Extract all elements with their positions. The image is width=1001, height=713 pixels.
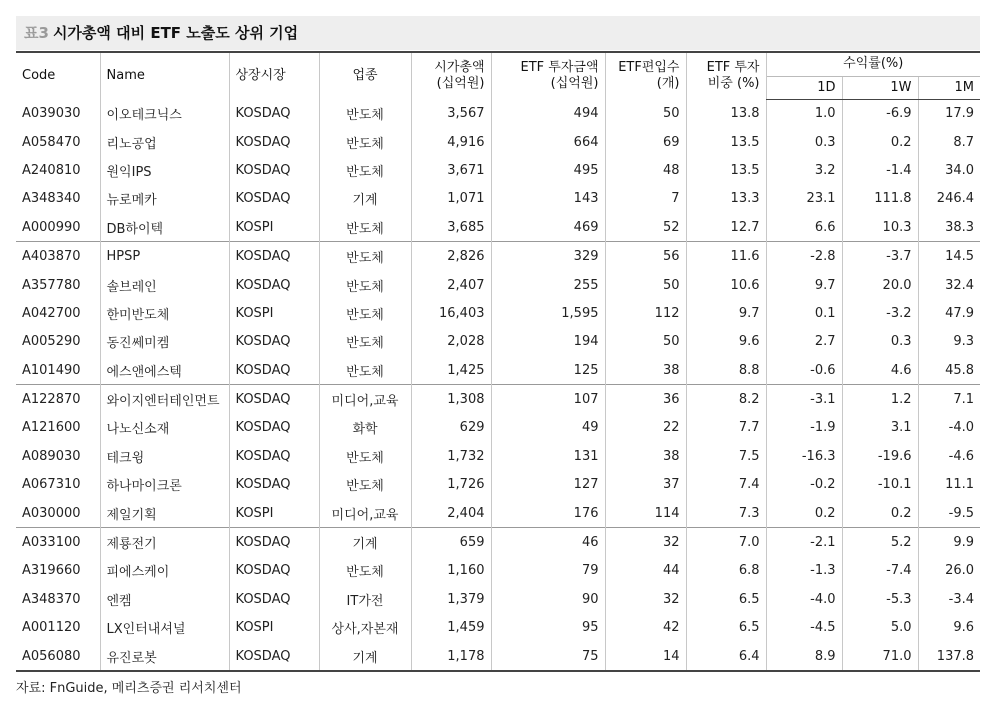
table-row (16, 213, 980, 242)
cell-etf-count: 42 (605, 614, 686, 642)
cell-return-1d: 9.7 (766, 271, 842, 299)
table-row (16, 328, 980, 356)
cell-name: 테크윙 (100, 442, 229, 470)
table-row (16, 271, 980, 299)
cell-market-cap: 1,160 (411, 557, 491, 585)
cell-code: A319660 (22, 563, 81, 579)
cell-return-1w: -1.4 (842, 156, 918, 184)
cell-name: 뉴로메카 (100, 185, 229, 213)
cell-etf-weight: 13.3 (686, 185, 766, 213)
cell-name: 제룡전기 (100, 528, 229, 557)
cell-sector: 반도체 (319, 328, 411, 356)
table-row (16, 156, 980, 184)
cell-return-1w: -6.9 (842, 99, 918, 128)
header-mktcap-line1: 시가총액 (434, 60, 485, 75)
cell-name: 유진로봇 (100, 642, 229, 671)
cell-etf-amount: 494 (491, 99, 605, 128)
cell-market: KOSDAQ (229, 642, 319, 671)
cell-etf-count: 56 (605, 242, 686, 271)
cell-etf-amount: 329 (491, 242, 605, 271)
cell-return-1d: -3.1 (766, 385, 842, 414)
cell-etf-weight: 12.7 (686, 213, 766, 242)
cell-return-1d: 0.1 (766, 299, 842, 327)
cell-name: 에스앤에스텍 (100, 356, 229, 385)
cell-market: KOSDAQ (229, 185, 319, 213)
table-row (16, 385, 980, 414)
cell-sector: 반도체 (319, 299, 411, 327)
cell-market: KOSDAQ (229, 442, 319, 470)
cell-etf-amount: 107 (491, 385, 605, 414)
cell-sector: 반도체 (319, 99, 411, 128)
cell-return-1d: -4.0 (766, 585, 842, 613)
header-etf-amount-line1: ETF 투자금액 (520, 60, 599, 75)
cell-etf-weight: 7.0 (686, 528, 766, 557)
cell-return-1m: -4.0 (918, 414, 980, 442)
cell-name: 하나마이크론 (100, 471, 229, 499)
cell-sector: 반도체 (319, 271, 411, 299)
cell-market: KOSDAQ (229, 356, 319, 385)
cell-return-1d: -2.8 (766, 242, 842, 271)
header-return-1w: 1W (842, 76, 918, 99)
table-row (16, 557, 980, 585)
cell-code: A056080 (16, 642, 100, 671)
cell-return-1d: -1.9 (766, 414, 842, 442)
header-sector: 업종 (319, 52, 411, 99)
cell-etf-amount: 255 (491, 271, 605, 299)
cell-etf-weight: 6.5 (686, 614, 766, 642)
cell-etf-count: 69 (605, 128, 686, 156)
cell-etf-count: 14 (605, 642, 686, 671)
cell-code: A001120 (22, 620, 81, 636)
cell-code: A348370 (22, 591, 81, 607)
table-row (16, 471, 980, 499)
cell-return-1d: 8.9 (766, 642, 842, 671)
cell-etf-count: 32 (605, 528, 686, 557)
cell-etf-weight: 9.7 (686, 299, 766, 327)
cell-sector: 반도체 (319, 242, 411, 271)
cell-etf-weight: 13.8 (686, 99, 766, 128)
table-row (16, 528, 980, 557)
cell-market-cap: 3,671 (411, 156, 491, 184)
cell-etf-weight: 6.5 (686, 585, 766, 613)
cell-market-cap: 1,178 (411, 642, 491, 671)
cell-sector: 기계 (319, 642, 411, 671)
cell-return-1d: -2.1 (766, 528, 842, 557)
table-body (16, 99, 980, 671)
cell-market-cap: 1,732 (411, 442, 491, 470)
cell-return-1d: 1.0 (766, 99, 842, 128)
cell-sector: 상사,자본재 (319, 614, 411, 642)
table-row (16, 614, 980, 642)
cell-return-1m: 9.3 (918, 328, 980, 356)
cell-return-1w: 10.3 (842, 213, 918, 242)
table-row (16, 414, 980, 442)
header-etf-count (605, 52, 686, 99)
cell-etf-amount: 95 (491, 614, 605, 642)
cell-name: 원익IPS (100, 156, 229, 184)
cell-code: A067310 (22, 477, 81, 493)
cell-etf-amount: 194 (491, 328, 605, 356)
cell-return-1m: 7.1 (918, 385, 980, 414)
cell-market: KOSPI (229, 213, 319, 242)
cell-market-cap: 629 (411, 414, 491, 442)
cell-etf-amount: 125 (491, 356, 605, 385)
cell-sector: 반도체 (319, 128, 411, 156)
cell-market: KOSDAQ (229, 385, 319, 414)
cell-sector: 반도체 (319, 442, 411, 470)
cell-name: LX인터내셔널 (100, 614, 229, 642)
cell-return-1m: 11.1 (918, 471, 980, 499)
table-row (16, 585, 980, 613)
etf-exposure-table (16, 51, 980, 672)
cell-etf-amount: 75 (491, 642, 605, 671)
cell-return-1w: -19.6 (842, 442, 918, 470)
table-row (16, 99, 980, 128)
header-etf-amount-line2: (십억원) (550, 76, 599, 91)
cell-name: 한미반도체 (100, 299, 229, 327)
cell-etf-amount: 49 (491, 414, 605, 442)
cell-sector: 반도체 (319, 471, 411, 499)
cell-return-1m: -9.5 (918, 499, 980, 528)
cell-etf-weight: 11.6 (686, 242, 766, 271)
cell-market: KOSPI (229, 614, 319, 642)
cell-return-1w: 0.2 (842, 499, 918, 528)
header-returns: 수익률(%) (766, 52, 980, 76)
cell-etf-count: 50 (605, 271, 686, 299)
cell-return-1m: 9.9 (918, 528, 980, 557)
cell-market: KOSDAQ (229, 156, 319, 184)
header-etf-weight-line1: ETF 투자 (706, 60, 760, 75)
header-etf-count-line1: ETF편입수 (618, 60, 680, 75)
cell-market: KOSPI (229, 299, 319, 327)
cell-etf-weight: 7.4 (686, 471, 766, 499)
cell-return-1w: 4.6 (842, 356, 918, 385)
table-row (16, 242, 980, 271)
cell-etf-count: 52 (605, 213, 686, 242)
cell-etf-amount: 127 (491, 471, 605, 499)
cell-return-1w: 111.8 (842, 185, 918, 213)
cell-etf-count: 114 (605, 499, 686, 528)
cell-market: KOSPI (229, 499, 319, 528)
cell-return-1d: -1.3 (766, 557, 842, 585)
cell-name: 솔브레인 (100, 271, 229, 299)
cell-sector: 반도체 (319, 557, 411, 585)
cell-sector: IT가전 (319, 585, 411, 613)
cell-etf-amount: 176 (491, 499, 605, 528)
cell-code: A348340 (22, 191, 81, 207)
header-etf-weight (686, 52, 766, 99)
cell-etf-amount: 143 (491, 185, 605, 213)
cell-name: 엔켐 (100, 585, 229, 613)
cell-return-1d: -4.5 (766, 614, 842, 642)
header-return-1m: 1M (918, 76, 980, 99)
cell-code: A101490 (22, 362, 81, 378)
cell-market-cap: 2,028 (411, 328, 491, 356)
cell-return-1m: -4.6 (918, 442, 980, 470)
cell-return-1m: 9.6 (918, 614, 980, 642)
cell-market: KOSDAQ (229, 557, 319, 585)
cell-etf-weight: 7.3 (686, 499, 766, 528)
cell-sector: 미디어,교육 (319, 385, 411, 414)
cell-name: 나노신소재 (100, 414, 229, 442)
cell-market: KOSDAQ (229, 528, 319, 557)
cell-market-cap: 3,567 (411, 99, 491, 128)
cell-etf-count: 48 (605, 156, 686, 184)
cell-return-1m: 8.7 (918, 128, 980, 156)
cell-return-1m: 32.4 (918, 271, 980, 299)
header-market: 상장시장 (229, 52, 319, 99)
cell-return-1w: 0.3 (842, 328, 918, 356)
table-title (24, 22, 298, 43)
header-etf-weight-line2: 비중 (%) (707, 76, 760, 91)
cell-etf-weight: 13.5 (686, 128, 766, 156)
cell-return-1w: 5.0 (842, 614, 918, 642)
cell-code: A121600 (22, 420, 81, 436)
cell-name: HPSP (100, 242, 229, 271)
cell-return-1m: 246.4 (918, 185, 980, 213)
cell-market-cap: 659 (411, 528, 491, 557)
cell-etf-count: 112 (605, 299, 686, 327)
cell-market: KOSDAQ (229, 128, 319, 156)
header-mktcap-line2: (십억원) (436, 76, 485, 91)
cell-return-1w: -3.2 (842, 299, 918, 327)
cell-name: 와이지엔터테인먼트 (100, 385, 229, 414)
cell-return-1d: 0.3 (766, 128, 842, 156)
cell-return-1d: -0.2 (766, 471, 842, 499)
cell-return-1m: 17.9 (918, 99, 980, 128)
cell-return-1w: 20.0 (842, 271, 918, 299)
table-title-text: 시가총액 대비 ETF 노출도 상위 기업 (52, 24, 299, 42)
cell-market-cap: 2,407 (411, 271, 491, 299)
cell-code: A058470 (22, 134, 81, 150)
cell-return-1w: -10.1 (842, 471, 918, 499)
cell-return-1w: 3.1 (842, 414, 918, 442)
cell-etf-amount: 495 (491, 156, 605, 184)
cell-market: KOSDAQ (229, 99, 319, 128)
cell-code: A000990 (22, 219, 81, 235)
cell-return-1m: 14.5 (918, 242, 980, 271)
cell-return-1d: 23.1 (766, 185, 842, 213)
cell-code: A357780 (22, 277, 81, 293)
cell-return-1w: 0.2 (842, 128, 918, 156)
cell-etf-amount: 469 (491, 213, 605, 242)
cell-name: 동진쎄미켐 (100, 328, 229, 356)
cell-name: 제일기획 (100, 499, 229, 528)
table-number: 표3 (24, 24, 49, 42)
cell-etf-weight: 10.6 (686, 271, 766, 299)
cell-etf-amount: 131 (491, 442, 605, 470)
cell-market-cap: 1,379 (411, 585, 491, 613)
cell-return-1w: -7.4 (842, 557, 918, 585)
cell-etf-count: 32 (605, 585, 686, 613)
cell-code: A122870 (16, 385, 100, 414)
cell-sector: 화학 (319, 414, 411, 442)
cell-etf-weight: 7.5 (686, 442, 766, 470)
cell-sector: 반도체 (319, 156, 411, 184)
cell-etf-weight: 6.8 (686, 557, 766, 585)
cell-etf-count: 38 (605, 442, 686, 470)
cell-etf-weight: 6.4 (686, 642, 766, 671)
header-name: Name (100, 52, 229, 99)
cell-etf-count: 37 (605, 471, 686, 499)
table-row (16, 185, 980, 213)
cell-return-1w: -5.3 (842, 585, 918, 613)
header-etf-count-line2: (개) (656, 76, 680, 91)
cell-market-cap: 1,071 (411, 185, 491, 213)
cell-market-cap: 16,403 (411, 299, 491, 327)
cell-etf-count: 50 (605, 328, 686, 356)
cell-return-1w: 1.2 (842, 385, 918, 414)
cell-market-cap: 1,459 (411, 614, 491, 642)
cell-name: 피에스케이 (100, 557, 229, 585)
cell-market-cap: 1,308 (411, 385, 491, 414)
source-note: 자료: FnGuide, 메리츠증권 리서치센터 (16, 681, 242, 696)
cell-etf-weight: 9.6 (686, 328, 766, 356)
header-mktcap (411, 52, 491, 99)
cell-sector: 반도체 (319, 213, 411, 242)
cell-name: 이오테크닉스 (100, 99, 229, 128)
cell-etf-amount: 90 (491, 585, 605, 613)
table-row (16, 442, 980, 470)
cell-return-1m: 45.8 (918, 356, 980, 385)
table-header (16, 52, 980, 99)
cell-return-1d: 0.2 (766, 499, 842, 528)
table-row (16, 299, 980, 327)
cell-market: KOSDAQ (229, 585, 319, 613)
cell-code: A030000 (22, 505, 81, 521)
cell-market: KOSDAQ (229, 328, 319, 356)
cell-name: DB하이텍 (100, 213, 229, 242)
cell-etf-amount: 664 (491, 128, 605, 156)
cell-return-1w: -3.7 (842, 242, 918, 271)
cell-etf-count: 7 (605, 185, 686, 213)
cell-market-cap: 2,826 (411, 242, 491, 271)
cell-market: KOSDAQ (229, 271, 319, 299)
cell-etf-amount: 1,595 (491, 299, 605, 327)
cell-sector: 반도체 (319, 356, 411, 385)
cell-code: A403870 (16, 242, 100, 271)
cell-etf-count: 22 (605, 414, 686, 442)
cell-etf-count: 44 (605, 557, 686, 585)
header-code: Code (22, 68, 56, 83)
cell-return-1d: 2.7 (766, 328, 842, 356)
cell-etf-count: 36 (605, 385, 686, 414)
cell-return-1m: 38.3 (918, 213, 980, 242)
cell-name: 리노공업 (100, 128, 229, 156)
cell-return-1d: 3.2 (766, 156, 842, 184)
cell-etf-count: 38 (605, 356, 686, 385)
cell-return-1m: 26.0 (918, 557, 980, 585)
cell-code: A039030 (22, 105, 81, 121)
cell-return-1d: 6.6 (766, 213, 842, 242)
cell-code: A240810 (22, 162, 81, 178)
cell-code: A005290 (22, 334, 81, 350)
cell-etf-weight: 7.7 (686, 414, 766, 442)
cell-market: KOSDAQ (229, 471, 319, 499)
cell-code: A089030 (22, 448, 81, 464)
cell-return-1m: 34.0 (918, 156, 980, 184)
cell-return-1m: 137.8 (918, 642, 980, 671)
cell-etf-weight: 8.2 (686, 385, 766, 414)
cell-etf-count: 50 (605, 99, 686, 128)
cell-market-cap: 2,404 (411, 499, 491, 528)
cell-return-1w: 5.2 (842, 528, 918, 557)
cell-sector: 미디어,교육 (319, 499, 411, 528)
cell-market-cap: 1,726 (411, 471, 491, 499)
cell-return-1m: 47.9 (918, 299, 980, 327)
cell-code: A042700 (22, 305, 81, 321)
cell-etf-amount: 46 (491, 528, 605, 557)
cell-sector: 기계 (319, 528, 411, 557)
table-row (16, 128, 980, 156)
cell-etf-weight: 8.8 (686, 356, 766, 385)
header-etf-amount (491, 52, 605, 99)
cell-return-1d: -0.6 (766, 356, 842, 385)
table-row (16, 642, 980, 671)
header-return-1d: 1D (766, 76, 842, 99)
cell-return-1d: -16.3 (766, 442, 842, 470)
table-row (16, 499, 980, 528)
cell-market: KOSDAQ (229, 414, 319, 442)
cell-sector: 기계 (319, 185, 411, 213)
cell-market-cap: 3,685 (411, 213, 491, 242)
cell-market: KOSDAQ (229, 242, 319, 271)
cell-market-cap: 1,425 (411, 356, 491, 385)
cell-code: A033100 (16, 528, 100, 557)
cell-market-cap: 4,916 (411, 128, 491, 156)
cell-etf-amount: 79 (491, 557, 605, 585)
table-row (16, 356, 980, 385)
cell-etf-weight: 13.5 (686, 156, 766, 184)
cell-return-1w: 71.0 (842, 642, 918, 671)
cell-return-1m: -3.4 (918, 585, 980, 613)
